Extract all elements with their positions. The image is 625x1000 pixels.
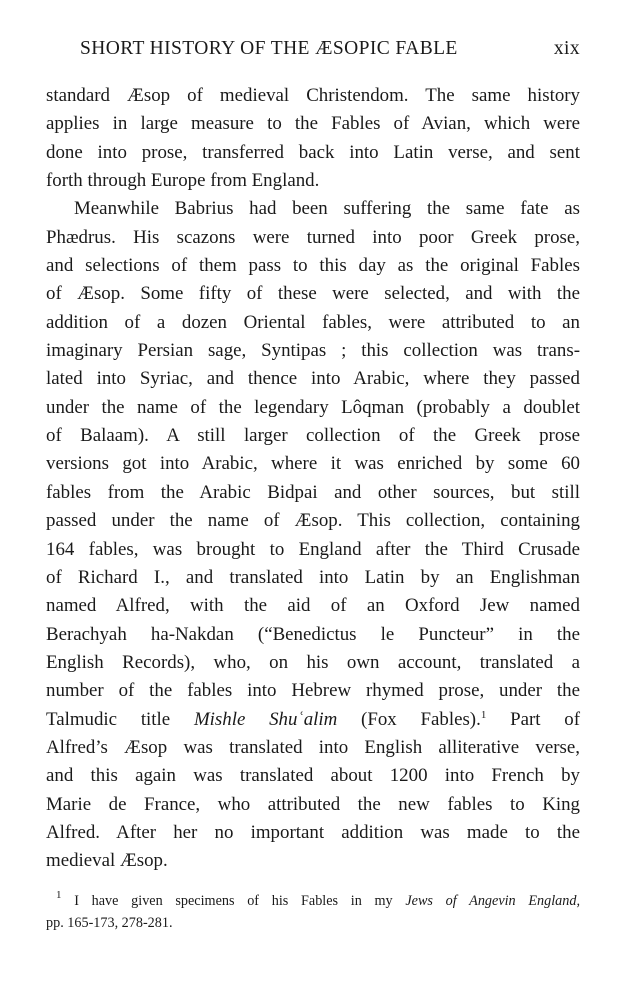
footnote-book-title: Jews of Angevin England, xyxy=(405,893,580,909)
text-line: medieval Æsop. xyxy=(46,850,168,872)
footnote-line xyxy=(46,890,580,912)
text-line: addition of a dozen Oriental fables, were attributed to an xyxy=(46,311,580,333)
text-line: Berachyah ha-Nakdan (“Benedictus le Puncteur” in the xyxy=(46,623,580,645)
running-head xyxy=(80,38,580,60)
running-head-title: SHORT HISTORY OF THE ÆSOPIC FABLE xyxy=(80,38,458,59)
text-line: passed under the name of Æsop. This collection, containing xyxy=(46,510,580,532)
footnote-reference: 1 xyxy=(480,708,487,721)
text-segment: Part of xyxy=(486,708,580,730)
text-line: of Balaam). A still larger collection of the Greek prose xyxy=(46,425,580,447)
text-line: named Alfred, with the aid of an Oxford Jew named xyxy=(46,595,580,617)
text-line-talmudic-title xyxy=(46,706,580,734)
text-line: under the name of the legendary Lôqman (probably a doublet xyxy=(46,396,580,418)
text-line: standard Æsop of medieval Christendom. The same history xyxy=(46,85,580,106)
hebrew-title-italic: Mishle Shuʿalim xyxy=(193,708,338,730)
text-line: Alfred’s Æsop was translated into English alliterative verse, xyxy=(46,736,580,758)
footnote-mark: 1 xyxy=(56,889,62,901)
footnote-pages: pp. 165-173, 278-281. xyxy=(46,915,173,931)
text-line: and this again was translated about 1200 into French by xyxy=(46,765,580,787)
text-line: Meanwhile Babrius had been suffering the same fate as xyxy=(74,198,580,220)
text-segment: (Fox Fables). xyxy=(337,708,481,730)
text-line: fables from the Arabic Bidpai and other sources, but still xyxy=(46,481,580,503)
footnote xyxy=(46,890,580,934)
text-line: applies in large measure to the Fables of Avian, which were xyxy=(46,113,580,135)
text-line: versions got into Arabic, where it was enriched by some 60 xyxy=(46,453,580,475)
text-line: Phædrus. His scazons were turned into poor Greek prose, xyxy=(46,226,580,248)
text-line: forth through Europe from England. xyxy=(46,170,320,192)
text-line: done into prose, transferred back into Latin verse, and sent xyxy=(46,141,580,163)
footnote-text: I have given specimens of his Fables in my xyxy=(61,893,406,909)
text-line: Marie de France, who attributed the new fables to King xyxy=(46,793,580,815)
text-line: of Richard I., and translated into Latin by an Englishman xyxy=(46,566,580,588)
body-text xyxy=(46,82,580,876)
text-line: lated into Syriac, and thence into Arabic, where they passed xyxy=(46,368,580,390)
text-line: of Æsop. Some fifty of these were selected, and with the xyxy=(46,283,580,305)
text-line: 164 fables, was brought to England after the Third Crusade xyxy=(46,538,580,560)
text-segment: Talmudic title xyxy=(46,708,194,730)
text-line: number of the fables into Hebrew rhymed prose, under the xyxy=(46,680,580,702)
text-line: and selections of them pass to this day as the original Fables xyxy=(46,255,580,277)
text-line: English Records), who, on his own account, translated a xyxy=(46,651,580,673)
page-number: xix xyxy=(553,38,580,59)
text-line: imaginary Persian sage, Syntipas ; this collection was trans- xyxy=(46,340,580,362)
text-line: Alfred. After her no important addition was made to the xyxy=(46,821,580,843)
